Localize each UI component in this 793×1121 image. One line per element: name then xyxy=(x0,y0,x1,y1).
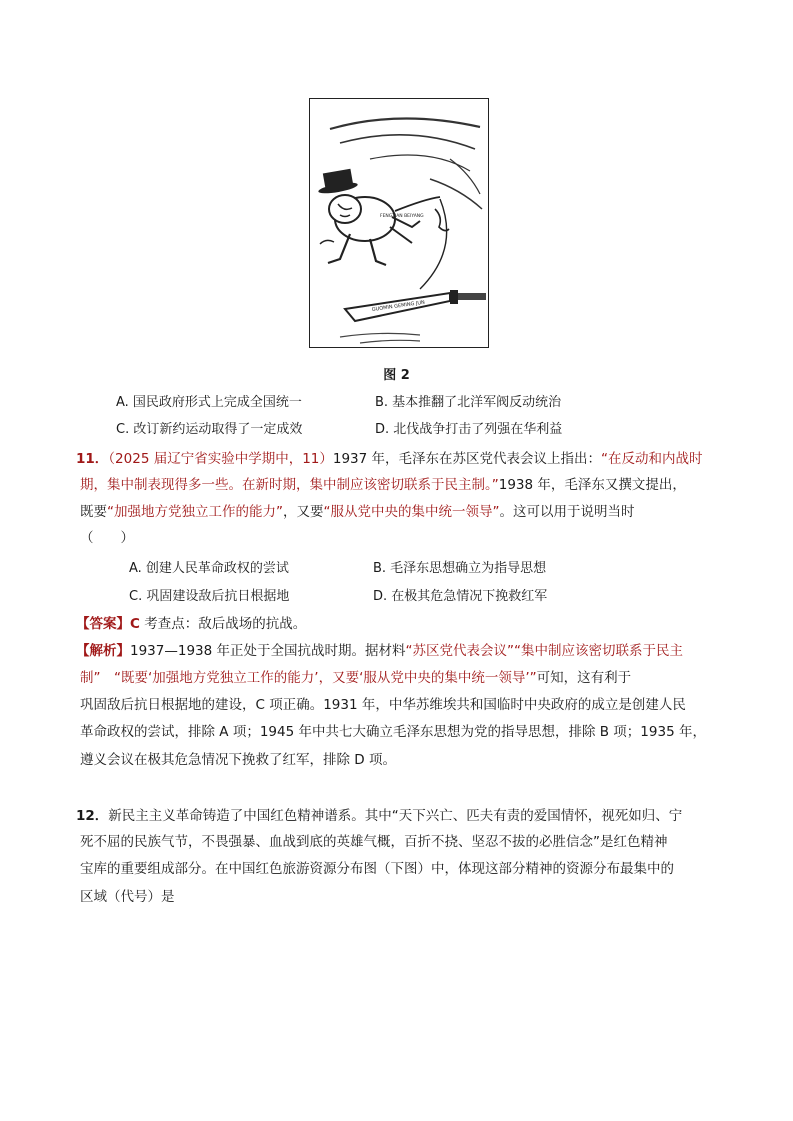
q11-analysis-line-2 xyxy=(80,668,631,688)
q11-source: （2025 届辽宁省实验中学期中，11） xyxy=(108,451,333,467)
q12-line1-text: 新民主主义革命铸造了中国红色精神谱系。其中“天下兴亡、匹夫有责的爱国情怀，视死如归、宁 xyxy=(108,808,683,824)
q10-option-a: A. 国民政府形式上完成全国统一 xyxy=(116,395,302,410)
q11-line1-text: 1937 年，毛泽东在苏区党代表会议上指出： xyxy=(332,451,602,467)
analysis-l1-quote: “苏区党代表会议”“集中制应该密切联系于民主 xyxy=(405,643,683,659)
q11-line-2 xyxy=(80,475,686,495)
q10-option-d: D. 北伐战争打击了列强在华利益 xyxy=(375,422,563,437)
q11-option-a: A. 创建人民革命政权的尝试 xyxy=(129,561,289,576)
svg-text:FENGTIAN BEIYANG: FENGTIAN BEIYANG xyxy=(380,214,424,219)
analysis-l2-quote: 制” “既要‘加强地方党独立工作的能力’，又要‘服从党中央的集中统一领导’” xyxy=(80,670,537,686)
q11-line2-quote: 期，集中制表现得多一些。在新时期，集中制应该密切联系于民主制。” xyxy=(80,477,499,493)
answer-value: C xyxy=(130,616,140,632)
q11-line3-text-c: 。这可以用于说明当时 xyxy=(499,504,635,520)
q11-option-d: D. 在极其危急情况下挽救红军 xyxy=(373,589,548,604)
q11-answer xyxy=(76,614,306,634)
analysis-label: 【解析】 xyxy=(76,643,130,659)
analysis-l1-text: 1937—1938 年正处于全国抗战时期。据材料 xyxy=(130,643,406,659)
q11-line3-quote-b: “服从党中央的集中统一领导” xyxy=(323,504,500,520)
q11-option-b: B. 毛泽东思想确立为指导思想 xyxy=(373,561,547,576)
answer-label: 【答案】 xyxy=(76,616,130,632)
q12-line-3: 宝库的重要组成部分。在中国红色旅游资源分布图（下图）中，体现这部分精神的资源分布最集中的 xyxy=(80,861,674,877)
q11-analysis-line-5: 遵义会议在极其危急情况下挽救了红军，排除 D 项。 xyxy=(80,752,396,768)
q11-blank-bracket: （ ） xyxy=(80,530,134,546)
q12-line-2: 死不屈的民族气节，不畏强暴、血战到底的英雄气概，百折不挠、坚忍不拔的必胜信念”是红色精神 xyxy=(80,834,668,850)
figure-caption: 图 2 xyxy=(383,368,410,383)
q11-number: 11． xyxy=(76,451,109,467)
q12-line-1 xyxy=(76,806,682,826)
q11-line3-quote-a: “加强地方党独立工作的能力” xyxy=(107,504,283,520)
answer-point: 考查点：敌后战场的抗战。 xyxy=(144,616,307,632)
q11-analysis-line-4: 革命政权的尝试，排除 A 项；1945 年中共七大确立毛泽东思想为党的指导思想，排除 B 项；1935 年， xyxy=(80,724,706,740)
q11-line1-quote: “在反动和内战时 xyxy=(601,451,703,467)
q11-line3-text-b: ，又要 xyxy=(283,504,324,520)
q11-option-c: C. 巩固建设敌后抗日根据地 xyxy=(129,589,290,604)
svg-text:GUOMIN GEMING JUN: GUOMIN GEMING JUN xyxy=(371,299,426,313)
q11-analysis-line-3: 巩固敌后抗日根据地的建设，C 项正确。1931 年，中华苏维埃共和国临时中央政府的成立是创建人民 xyxy=(80,697,686,713)
analysis-l2-text: 可知，这有利于 xyxy=(536,670,632,686)
q10-option-b: B. 基本推翻了北洋军阀反动统治 xyxy=(375,395,562,410)
q11-line-3 xyxy=(80,502,635,522)
q11-analysis-line-1 xyxy=(76,641,683,661)
cartoon-illustration xyxy=(310,99,489,348)
q10-option-c: C. 改订新约运动取得了一定成效 xyxy=(116,422,303,437)
q12-number: 12． xyxy=(76,808,109,824)
q11-line-1 xyxy=(76,449,703,469)
q12-line-4: 区域（代号）是 xyxy=(80,889,175,905)
q11-line3-text-a: 既要 xyxy=(80,504,107,520)
cartoon-figure xyxy=(309,98,489,348)
q11-line2-text: 1938 年，毛泽东又撰文提出， xyxy=(498,477,686,493)
